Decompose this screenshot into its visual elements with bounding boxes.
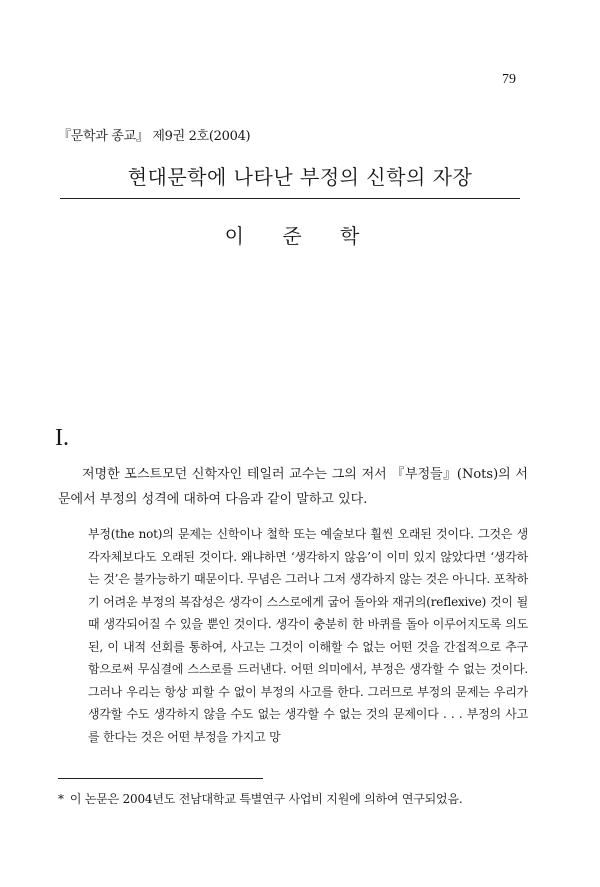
article-title: 현대문학에 나타난 부정의 신학의 자장 — [127, 165, 473, 189]
block-quote: 부정(the not)의 문제는 신학이나 철학 또는 예술보다 훨씬 오래된 것이다. 그것은 생각자체보다도 오래된 것이다. 왜냐하면 ‘생각하지 않음’이 이미 있지 않았다면 ‘생각하는 것’은 불가능하기 때문이다. 무념은 그러나 그저 생각하지 않는 것은 아니다. 포착하기 어려운 부정의 복잡성은 생각이 스스로에게 굽어 돌아와 재귀의(reflexive) 것이 될 때 생각되어질 수 있을 뿐인 것이다. 생각이 충분히 한 바퀴를 돌아 이루어지도록 의도된, 이 내적 선회를 통하여, 사고는 그것이 이해할 수 없는 어떤 것을 간접적으로 추구함으로써 무심결에 스스로를 드러낸다. 어떤 의미에서, 부정은 생각할 수 없는 것이다. 그러나 우리는 항상 피할 수 없이 부정의 사고를 한다. 그러므로 부정의 문제는 우리가 생각할 수도 생각하지 않을 수도 없는 생각할 수 없는 것의 문제이다 . . . 부정의 사고를 한다는 것은 어떤 부정을 가지고 망 — [88, 527, 528, 744]
footnote-marker: * — [58, 792, 64, 806]
author-name: 이 준 학 — [224, 224, 376, 248]
intro-paragraph: 저명한 포스트모던 신학자인 테일러 교수는 그의 저서 『부정들』(Nots)의 서문에서 부정의 성격에 대하여 다음과 같이 말하고 있다. — [58, 467, 528, 507]
journal-info: 『문학과 종교』 제9권 2호(2004) — [58, 129, 251, 144]
section-heading: I. — [55, 425, 69, 451]
title-rule — [60, 198, 520, 199]
footnote — [58, 790, 528, 807]
footnote-rule — [58, 778, 263, 779]
page-number: 79 — [502, 72, 516, 87]
footnote-text: 이 논문은 2004년도 전남대학교 특별연구 사업비 지원에 의하여 연구되었음. — [69, 792, 463, 806]
